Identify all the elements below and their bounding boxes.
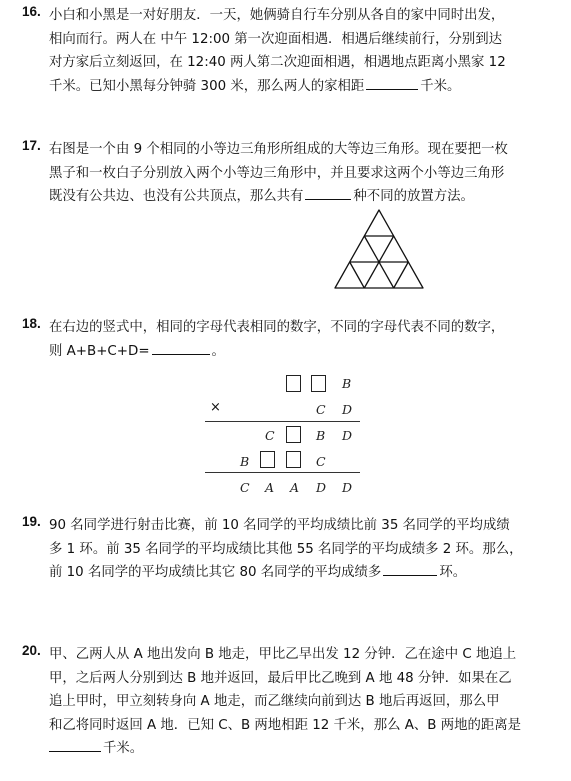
problem-20 xyxy=(22,643,554,761)
grid-line xyxy=(350,262,365,288)
digit-box xyxy=(311,375,326,392)
text-segment: 千米。 xyxy=(103,741,144,756)
text-segment: 。 xyxy=(211,343,225,359)
big-triangle-outline xyxy=(335,210,423,288)
letter-b: B xyxy=(316,428,326,443)
problem-17 xyxy=(22,138,554,209)
answer-blank[interactable] xyxy=(366,75,418,90)
text-line: 甲，之后两人分别到达 B 地并返回，最后甲比乙晚到 A 地 48 分钟．如果在乙 xyxy=(49,670,512,686)
problem-text xyxy=(49,643,554,761)
answer-blank[interactable] xyxy=(305,185,351,200)
text-line xyxy=(49,185,554,209)
problem-18 xyxy=(22,316,554,363)
problem-text xyxy=(49,4,554,98)
text-line: 对方家后立刻返回，在 12:40 两人第二次迎面相遇，相遇地点距离小黑家 12 xyxy=(49,55,506,70)
letter-c: C xyxy=(265,428,275,443)
text-segment: 则 A+B+C+D= xyxy=(49,343,150,359)
letter-b: B xyxy=(342,376,352,391)
problem-number: 19. xyxy=(22,514,41,529)
letter-a: A xyxy=(290,480,300,495)
horizontal-rule xyxy=(205,472,360,473)
problem-text xyxy=(49,138,554,209)
digit-box xyxy=(260,451,275,468)
answer-blank[interactable] xyxy=(152,340,210,355)
text-segment: 千米。已知小黑每分钟骑 300 米，那么两人的家相距 xyxy=(49,78,365,94)
text-line: 相向而行。两人在 中午 12:00 第一次迎面相遇．相遇后继续前行，分别到达 xyxy=(49,31,503,47)
problem-number: 20. xyxy=(22,643,41,658)
text-line xyxy=(49,75,554,99)
letter-c: C xyxy=(240,480,250,495)
letter-c: C xyxy=(316,454,326,469)
text-line: 黑子和一枚白子分别放入两个小等边三角形中，并且要求这两个小等边三角形 xyxy=(49,165,505,181)
problem-text xyxy=(49,514,554,585)
letter-d: D xyxy=(342,480,353,495)
text-line xyxy=(49,561,554,585)
digit-box xyxy=(286,426,301,443)
text-segment: 前 10 名同学的平均成绩比其它 80 名同学的平均成绩多 xyxy=(49,565,382,580)
digit-box xyxy=(286,451,301,468)
text-segment: 环。 xyxy=(439,565,467,580)
problem-text xyxy=(49,316,554,363)
problem-19 xyxy=(22,514,554,585)
letter-c: C xyxy=(316,402,326,417)
text-line: 甲、乙两人从 A 地出发向 B 地走，甲比乙早出发 12 分钟．乙在途中 C 地追上 xyxy=(49,647,517,662)
text-segment: 千米。 xyxy=(420,78,461,94)
text-line xyxy=(49,340,554,364)
answer-blank[interactable] xyxy=(383,561,437,576)
problem-number: 16. xyxy=(22,4,41,19)
text-line: 在右边的竖式中，相同的字母代表相同的数字，不同的字母代表不同的数字， xyxy=(49,320,505,335)
text-line: 小白和小黑是一对好朋友．一天，她俩骑自行车分别从各自的家中同时出发， xyxy=(49,8,505,23)
triangle-figure xyxy=(333,208,425,290)
text-line: 和乙将同时返回 A 地．已知 C、B 两地相距 12 千米，那么 A、B 两地的距离是 xyxy=(49,717,522,733)
problem-16 xyxy=(22,4,554,98)
text-line xyxy=(49,737,554,761)
text-line: 右图是一个由 9 个相同的小等边三角形所组成的大等边三角形。现在要把一枚 xyxy=(49,142,508,157)
letter-a: A xyxy=(265,480,275,495)
text-segment: 既没有公共边、也没有公共顶点，那么共有 xyxy=(49,189,304,204)
horizontal-rule xyxy=(205,421,360,422)
multiply-sign: × xyxy=(210,400,221,415)
letter-d: D xyxy=(316,480,327,495)
letter-d: D xyxy=(342,428,353,443)
grid-line xyxy=(394,262,409,288)
text-line: 多 1 环。前 35 名同学的平均成绩比其他 55 名同学的平均成绩多 2 环。那么， xyxy=(49,541,523,557)
letter-d: D xyxy=(342,402,353,417)
text-line: 追上甲时，甲立刻转身向 A 地走，而乙继续向前到达 B 地后再返回，那么甲 xyxy=(49,694,500,709)
text-line: 90 名同学进行射击比赛，前 10 名同学的平均成绩比前 35 名同学的平均成绩 xyxy=(49,518,510,533)
text-segment: 种不同的放置方法。 xyxy=(353,189,474,204)
answer-blank[interactable] xyxy=(49,737,101,752)
problem-number: 18. xyxy=(22,316,41,331)
problem-number: 17. xyxy=(22,138,41,153)
digit-box xyxy=(286,375,301,392)
letter-b: B xyxy=(240,454,250,469)
